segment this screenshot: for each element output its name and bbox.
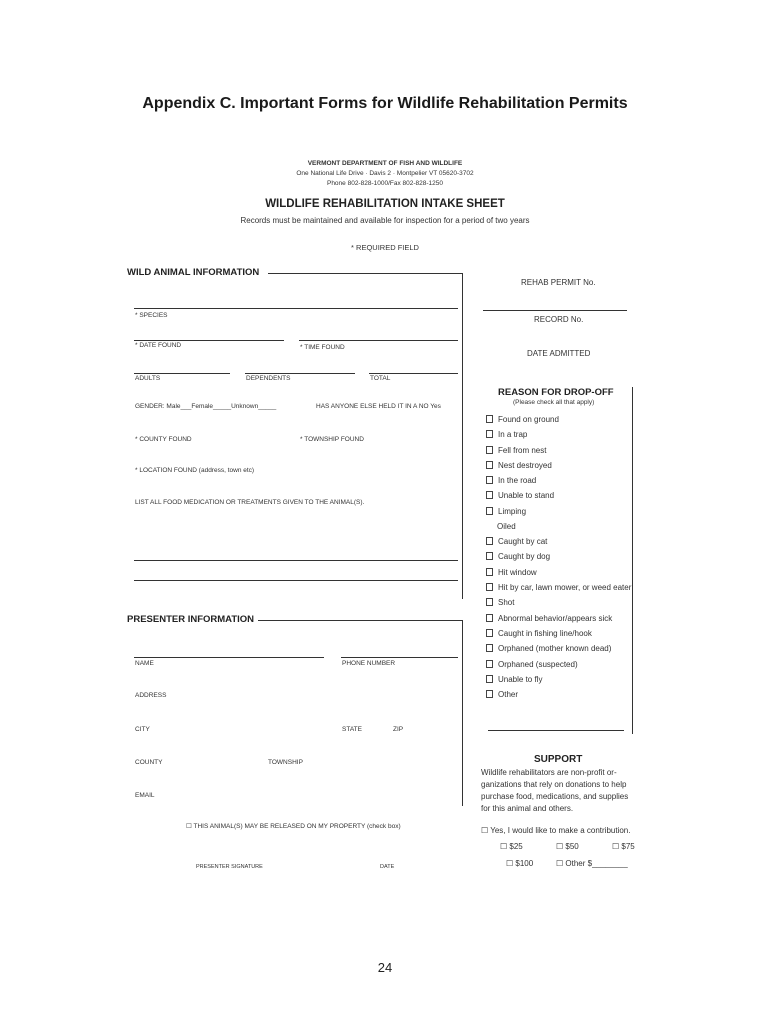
adults-field[interactable] (134, 373, 230, 374)
adults-label: ADULTS (135, 375, 161, 382)
food-line-2[interactable] (134, 580, 458, 581)
dependents-label: DEPENDENTS (246, 375, 291, 382)
rehab-permit-label: REHAB PERMIT No. (521, 278, 596, 287)
email-label: EMAIL (135, 792, 155, 799)
reason-option[interactable]: Orphaned (mother known dead) (486, 644, 611, 653)
state-label: STATE (342, 726, 362, 733)
checkbox[interactable] (486, 675, 493, 683)
township-found-label: * TOWNSHIP FOUND (300, 436, 364, 443)
checkbox[interactable] (486, 446, 493, 454)
other-reason-field[interactable] (488, 730, 624, 731)
presenter-heading: PRESENTER INFORMATION (127, 614, 255, 625)
reason-border (632, 387, 633, 734)
date-label: DATE (380, 864, 395, 870)
amount-75-checkbox[interactable]: ☐ $75 (612, 842, 635, 851)
reason-option[interactable]: Caught by cat (486, 537, 547, 546)
support-heading: SUPPORT (534, 754, 583, 765)
location-found-label: * LOCATION FOUND (address, town etc) (135, 467, 255, 474)
checkbox[interactable] (486, 491, 493, 499)
page-title: Appendix C. Important Forms for Wildlife Rehabilitation Permits (142, 95, 628, 112)
checkbox[interactable] (486, 476, 493, 484)
reason-option[interactable]: Oiled (497, 522, 516, 531)
release-checkbox[interactable]: ☐ THIS ANIMAL(S) MAY BE RELEASED ON MY PROPERTY (check box) (186, 823, 401, 830)
checkbox[interactable] (486, 430, 493, 438)
name-label: NAME (135, 660, 154, 667)
species-field[interactable] (134, 308, 458, 309)
food-line-1[interactable] (134, 560, 458, 561)
page-number: 24 (377, 960, 393, 975)
county-found-label: * COUNTY FOUND (135, 436, 192, 443)
support-text-line: Wildlife rehabilitators are non-profit or- (481, 768, 617, 777)
reason-option[interactable]: Found on ground (486, 415, 559, 424)
food-medication-label: LIST ALL FOOD MEDICATION OR TREATMENTS GIVEN TO THE ANIMAL(S). (135, 499, 365, 506)
section-border (462, 620, 463, 806)
reason-option[interactable]: Hit window (486, 568, 537, 577)
contribute-checkbox[interactable]: ☐ Yes, I would like to make a contribution. (481, 826, 631, 835)
checkbox[interactable] (486, 415, 493, 423)
support-text-line: purchase food, medications, and supplies (481, 792, 629, 801)
reason-option[interactable]: Other (486, 690, 518, 699)
checkbox[interactable] (486, 537, 493, 545)
date-admitted-label: DATE ADMITTED (527, 349, 591, 358)
phone-field[interactable] (341, 657, 458, 658)
checkbox[interactable] (486, 660, 493, 668)
checkbox[interactable] (486, 690, 493, 698)
checkbox[interactable] (486, 644, 493, 652)
agency-name: VERMONT DEPARTMENT OF FISH AND WILDLIFE (307, 160, 463, 167)
checkbox[interactable] (486, 507, 493, 515)
address-label: ADDRESS (135, 692, 167, 699)
checkbox[interactable] (486, 461, 493, 469)
gender-field[interactable]: GENDER: Male___Female_____Unknown_____ (135, 403, 277, 410)
date-found-field[interactable] (134, 340, 284, 341)
zip-label: ZIP (393, 726, 404, 733)
section-border (462, 273, 463, 599)
total-field[interactable] (369, 373, 458, 374)
reason-option[interactable]: In a trap (486, 430, 527, 439)
amount-100-checkbox[interactable]: ☐ $100 (506, 859, 534, 868)
reason-option[interactable]: Fell from nest (486, 446, 546, 455)
reason-option[interactable]: Unable to fly (486, 675, 542, 684)
sheet-title: WILDLIFE REHABILITATION INTAKE SHEET (265, 198, 505, 210)
amount-25-checkbox[interactable]: ☐ $25 (500, 842, 523, 851)
dependents-field[interactable] (245, 373, 355, 374)
reason-option[interactable]: Caught in fishing line/hook (486, 629, 592, 638)
reason-option[interactable]: Unable to stand (486, 491, 554, 500)
reason-option[interactable]: Limping (486, 507, 526, 516)
city-label: CITY (135, 726, 150, 733)
held-by-others-field[interactable]: HAS ANYONE ELSE HELD IT IN A NO Yes (316, 403, 441, 410)
checkbox[interactable] (486, 583, 493, 591)
phone-label: PHONE NUMBER (342, 660, 396, 667)
reason-option[interactable]: Caught by dog (486, 552, 550, 561)
township-label: TOWNSHIP (268, 759, 303, 766)
reason-option[interactable]: In the road (486, 476, 536, 485)
checkbox[interactable] (486, 629, 493, 637)
signature-label: PRESENTER SIGNATURE (196, 864, 263, 870)
reason-option[interactable]: Hit by car, lawn mower, or weed eater (486, 583, 631, 592)
agency-address: One National Life Drive · Davis 2 · Montpelier VT 05620-3702 (296, 170, 474, 177)
wild-animal-heading: WILD ANIMAL INFORMATION (127, 267, 260, 278)
date-found-label: * DATE FOUND (135, 342, 182, 349)
county-label: COUNTY (135, 759, 163, 766)
reason-heading: REASON FOR DROP-OFF (498, 387, 614, 398)
checkbox[interactable] (486, 552, 493, 560)
checkbox[interactable] (486, 598, 493, 606)
sheet-subtitle: Records must be maintained and available for inspection for a period of two years (240, 216, 530, 225)
amount-50-checkbox[interactable]: ☐ $50 (556, 842, 579, 851)
amount-other-checkbox[interactable]: ☐ Other $________ (556, 859, 628, 868)
species-label: * SPECIES (135, 312, 168, 319)
time-found-label: * TIME FOUND (300, 344, 345, 351)
reason-option[interactable]: Orphaned (suspected) (486, 660, 578, 669)
reason-option[interactable]: Shot (486, 598, 514, 607)
record-no-label: RECORD No. (534, 315, 584, 324)
rehab-permit-field[interactable] (483, 310, 627, 311)
support-text-line: ganizations that rely on donations to help (481, 780, 627, 789)
support-text-line: for this animal and others. (481, 804, 574, 813)
reason-option[interactable]: Nest destroyed (486, 461, 552, 470)
section-rule (258, 620, 462, 621)
reason-option[interactable]: Abnormal behavior/appears sick (486, 614, 612, 623)
agency-phone: Phone 802-828-1000/Fax 802-828-1250 (326, 180, 443, 187)
name-field[interactable] (134, 657, 324, 658)
total-label: TOTAL (370, 375, 391, 382)
checkbox[interactable] (486, 568, 493, 576)
checkbox[interactable] (486, 614, 493, 622)
required-note: * REQUIRED FIELD (351, 243, 419, 252)
section-rule (268, 273, 462, 274)
reason-note: (Please check all that apply) (513, 399, 595, 406)
time-found-field[interactable] (299, 340, 458, 341)
